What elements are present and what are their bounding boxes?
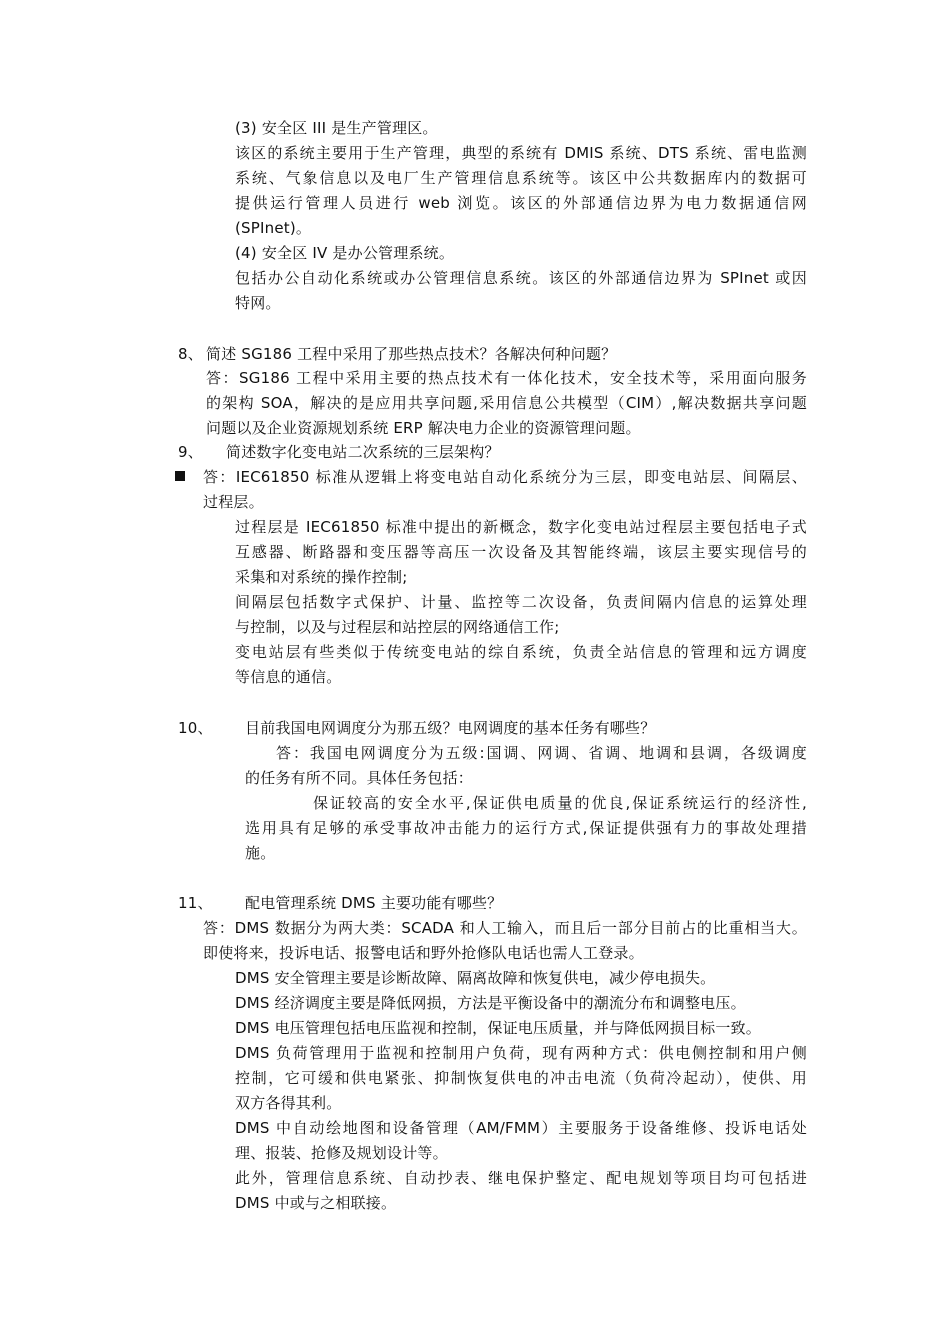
q8-number: 8、 [178,345,203,363]
q9-answer-line: 变电站层有些类似于传统变电站的综自系统，负责全站信息的管理和远方调度 [235,643,807,661]
q9-answer-line: 采集和对系统的操作控制; [235,568,408,586]
q11-answer-line: DMS 负荷管理用于监视和控制用户负荷，现有两种方式：供电侧控制和用户侧 [235,1044,807,1062]
square-bullet-icon [175,471,185,481]
q9-answer-intro-line: 过程层。 [203,493,264,511]
q9-answer-intro-line: 答：IEC61850 标准从逻辑上将变电站自动化系统分为三层，即变电站层、间隔层、 [203,468,807,486]
item3-body-line: 该区的系统主要用于生产管理，典型的系统有 DMIS 系统、DTS 系统、雷电监测 [235,144,807,162]
q9-answer-line: 互感器、断路器和变压器等高压一次设备及其智能终端，该层主要实现信号的 [235,543,807,561]
q10-number: 10、 [178,719,213,737]
q11-answer-line: DMS 安全管理主要是诊断故障、隔离故障和恢复供电，减少停电损失。 [235,969,716,987]
item3-body-line: 系统、气象信息以及电厂生产管理信息系统等。该区中公共数据库内的数据可 [235,169,807,187]
q9-question: 简述数字化变电站二次系统的三层架构？ [226,443,500,461]
q8-answer-line: 问题以及企业资源规划系统 ERP 解决电力企业的资源管理问题。 [206,419,641,437]
item3-title: (3) 安全区 III 是生产管理区。 [235,119,438,137]
q10-question: 目前我国电网调度分为那五级？电网调度的基本任务有哪些？ [245,719,656,737]
q10-answer-line: 施。 [245,844,276,862]
q9-answer-line: 间隔层包括数字式保护、计量、监控等二次设备，负责间隔内信息的运算处理 [235,593,807,611]
q11-answer-line: 理、报装、抢修及规划设计等。 [235,1144,448,1162]
item3-body-line: (SPInet)。 [235,219,312,237]
item4-body-line: 特网。 [235,294,281,312]
q11-answer-line: 此外，管理信息系统、自动抄表、继电保护整定、配电规划等项目均可包括进 [235,1169,807,1187]
q11-answer-line: DMS 电压管理包括电压监视和控制，保证电压质量，并与降低网损目标一致。 [235,1019,761,1037]
q11-answer-line: DMS 经济调度主要是降低网损，方法是平衡设备中的潮流分布和调整电压。 [235,994,746,1012]
q11-question: 配电管理系统 DMS 主要功能有哪些？ [245,894,503,912]
q11-answer-line: DMS 中或与之相联接。 [235,1194,397,1212]
q10-answer-line: 答：我国电网调度分为五级:国调、网调、省调、地调和县调，各级调度 [276,744,807,762]
q8-question: 简述 SG186 工程中采用了那些热点技术？各解决何种问题？ [206,345,617,363]
item4-title: (4) 安全区 IV 是办公管理系统。 [235,244,455,262]
q10-answer-line: 保证较高的安全水平,保证供电质量的优良,保证系统运行的经济性, [313,794,807,812]
q11-answer-intro-line: 即使将来，投诉电话、报警电话和野外抢修队电话也需人工登录。 [203,944,644,962]
q11-answer-intro-line: 答：DMS 数据分为两大类：SCADA 和人工输入，而且后一部分目前占的比重相当大。 [203,919,807,937]
q9-number: 9、 [178,443,203,461]
q11-answer-line: 控制，它可缓和供电紧张、抑制恢复供电的冲击电流（负荷冷起动），使供、用 [235,1069,807,1087]
q11-number: 11、 [178,894,213,912]
q9-answer-line: 过程层是 IEC61850 标准中提出的新概念，数字化变电站过程层主要包括电子式 [235,518,807,536]
q9-answer-line: 与控制，以及与过程层和站控层的网络通信工作; [235,618,560,636]
item4-body-line: 包括办公自动化系统或办公管理信息系统。该区的外部通信边界为 SPInet 或因 [235,269,807,287]
q11-answer-line: DMS 中自动绘地图和设备管理（AM/FMM）主要服务于设备维修、投诉电话处 [235,1119,807,1137]
q10-answer-line: 的任务有所不同。具体任务包括： [245,769,474,787]
q11-answer-line: 双方各得其利。 [235,1094,342,1112]
q8-answer-line: 答：SG186 工程中采用主要的热点技术有一体化技术，安全技术等，采用面向服务 [206,369,807,387]
q9-answer-line: 等信息的通信。 [235,668,342,686]
q10-answer-line: 选用具有足够的承受事故冲击能力的运行方式,保证提供强有力的事故处理措 [245,819,807,837]
item3-body-line: 提供运行管理人员进行 web 浏览。该区的外部通信边界为电力数据通信网 [235,194,807,212]
q8-answer-line: 的架构 SOA，解决的是应用共享问题,采用信息公共模型（CIM）,解决数据共享问题 [206,394,807,412]
